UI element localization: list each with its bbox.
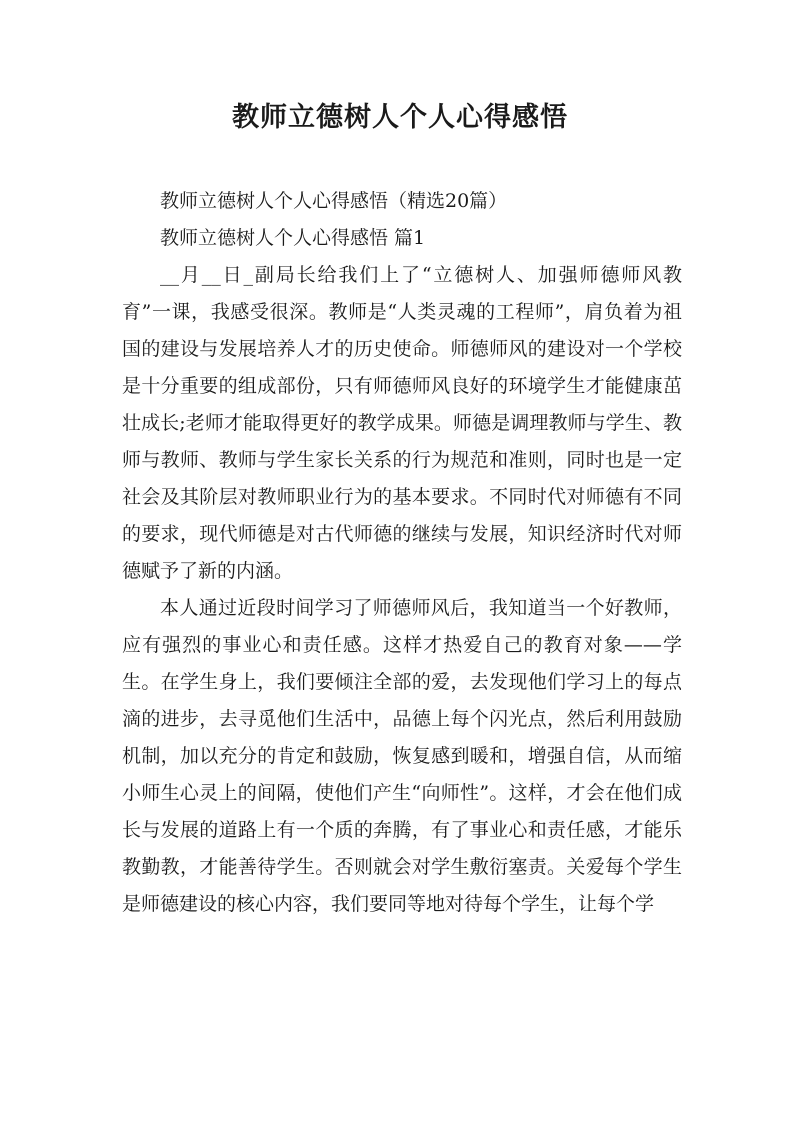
paragraph: __月__日_副局长给我们上了“立德树人、加强师德师风教育”一课，我感受很深。教师是“人类灵魂的工程师”，肩负着为祖国的建设与发展培养人才的历史使命。师德师风的建设对一个学校是十分重要的组成部份，只有师德师风良好的环境学生才能健康茁壮成长;老师才能取得更好的教学成果。师德是调理教师与学生、教师与教师、教师与学生家长关系的行为规范和准则，同时也是一定社会及其阶层对教师职业行为的基本要求。不同时代对师德有不同的要求，现代师德是对古代师德的继续与发展，知识经济时代对师德赋予了新的内涵。 — [122, 264, 682, 582]
section-heading: 教师立德树人个人心得感悟 篇1 — [160, 227, 426, 249]
paragraph: 本人通过近段时间学习了师德师风后，我知道当一个好教师，应有强烈的事业心和责任感。这样才热爱自己的教育对象——学生。在学生身上，我们要倾注全部的爱，去发现他们学习上的每点滴的进步，去寻觅他们生活中，品德上每个闪光点，然后利用鼓励机制，加以充分的肯定和鼓励，恢复感到暖和，增强自信，从而缩小师生心灵上的间隔，使他们产生“向师性”。这样，才会在他们成长与发展的道路上有一个质的奔腾，有了事业心和责任感，才能乐教勤教，才能善待学生。否则就会对学生敷衍塞责。关爱每个学生是师德建设的核心内容，我们要同等地对待每个学生，让每个学 — [122, 597, 682, 915]
document-title: 教师立德树人个人心得感悟 — [232, 102, 568, 133]
document-subtitle: 教师立德树人个人心得感悟（精选20篇） — [160, 190, 508, 212]
document-body — [122, 183, 682, 923]
